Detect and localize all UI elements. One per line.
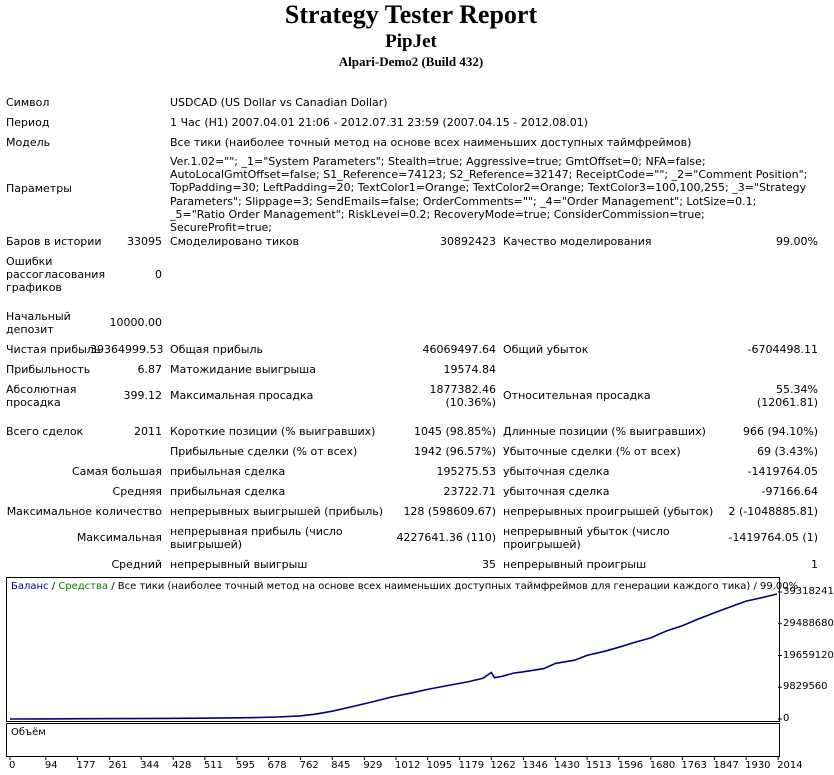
- profit-factor-value: 6.87: [137, 363, 162, 376]
- gross-profit-value: 46069497.64: [422, 343, 496, 356]
- short-positions-label: Короткие позиции (% выигравших): [170, 425, 376, 438]
- ticks-value: 30892423: [440, 235, 496, 248]
- x-tick-label: 1346: [522, 760, 548, 771]
- y-tick-label: 9829560: [783, 681, 828, 693]
- rel-drawdown-label: Относительная просадка: [503, 389, 651, 402]
- x-tick-label: 1680: [649, 760, 676, 771]
- gross-loss-value: -6704498.11: [747, 343, 818, 356]
- x-tick-label: 1012: [394, 760, 421, 771]
- abs-drawdown-label: Абсолютная просадка: [6, 383, 77, 409]
- x-tick-label: 845: [331, 760, 351, 771]
- model-value: Все тики (наиболее точный метод на основе всех наименьших доступных таймфреймов): [170, 136, 692, 149]
- total-trades-value: 2011: [134, 425, 162, 438]
- mean-wins-label: непрерывный выигрыш: [170, 558, 308, 571]
- avg-loss-value: -97166.64: [761, 485, 818, 498]
- y-tick-label: 0: [783, 713, 790, 724]
- x-tick-label: 177: [76, 760, 96, 771]
- mean-losses-value: 1: [811, 558, 818, 571]
- symbol-label: Символ: [6, 96, 50, 109]
- y-tick-label: 19659120: [783, 649, 834, 661]
- x-tick-label: 1596: [617, 760, 644, 771]
- balance-chart: [6, 577, 799, 722]
- x-tick-label: 344: [140, 760, 160, 771]
- bars-value: 33095: [127, 235, 162, 248]
- profit-factor-label: Прибыльность: [6, 363, 91, 376]
- max-drawdown-percent: (10.36%): [445, 396, 496, 409]
- abs-drawdown-value: 399.12: [123, 389, 162, 402]
- period-value: 1 Час (H1) 2007.04.01 21:06 - 2012.07.31 23:59 (2007.04.15 - 2012.08.01): [170, 116, 588, 129]
- x-tick-label: 762: [299, 760, 319, 771]
- errors-label: Ошибки рассогласования графиков: [6, 255, 106, 294]
- expert-name: PipJet: [385, 31, 437, 52]
- max-losses-label: непрерывных проигрышей (убыток): [503, 505, 714, 518]
- avg-profit-value: 23722.71: [443, 485, 496, 498]
- x-tick-label: 261: [108, 760, 128, 771]
- x-tick-label: 595: [235, 760, 256, 771]
- x-tick-label: 428: [172, 760, 192, 771]
- net-profit-value: 39364999.53: [90, 343, 164, 356]
- max-consec-loss-value: -1419764.05 (1): [728, 531, 818, 544]
- max-count-label: Максимальное количество: [6, 505, 162, 518]
- x-tick-label: 94: [44, 760, 58, 771]
- x-tick-label: 1262: [490, 760, 516, 771]
- mean-label: Средний: [111, 558, 162, 571]
- largest-profit-label: прибыльная сделка: [170, 465, 286, 478]
- payoff-label: Матожидание выигрыша: [170, 363, 316, 376]
- avg-profit-label: прибыльная сделка: [170, 485, 286, 498]
- x-tick-label: 2014: [777, 760, 803, 771]
- symbol-value: USDCAD (US Dollar vs Canadian Dollar): [170, 96, 388, 109]
- max-consec-profit-label: непрерывная прибыль (число выигрышей): [170, 525, 343, 551]
- average-label: Средняя: [112, 485, 162, 498]
- gross-loss-label: Общий убыток: [503, 343, 589, 356]
- ticks-label: Смоделировано тиков: [170, 235, 300, 248]
- profit-trades-value: 1942 (96.57%): [413, 445, 496, 458]
- period-label: Период: [6, 116, 50, 129]
- max-losses-value: 2 (-1048885.81): [728, 505, 818, 518]
- maximal-label: Максимальная: [76, 531, 162, 544]
- long-positions-value: 966 (94.10%): [742, 425, 818, 438]
- payoff-value: 19574.84: [443, 363, 496, 376]
- total-trades-label: Всего сделок: [6, 425, 84, 438]
- x-tick-label: 1930: [745, 760, 771, 771]
- rel-drawdown-amount: (12061.81): [756, 396, 818, 409]
- quality-label: Качество моделирования: [503, 235, 652, 248]
- avg-loss-label: убыточная сделка: [503, 485, 610, 498]
- max-wins-label: непрерывных выигрышей (прибыль): [170, 505, 384, 518]
- x-tick-label: 1513: [586, 760, 612, 771]
- report-title: Strategy Tester Report: [284, 0, 538, 29]
- long-positions-label: Длинные позиции (% выигравших): [503, 425, 706, 438]
- max-consec-profit-value: 4227641.36 (110): [396, 531, 496, 544]
- x-tick-label: 1179: [458, 760, 485, 771]
- legend-equity: Средства: [58, 581, 109, 592]
- short-positions-value: 1045 (98.85%): [413, 425, 496, 438]
- gross-profit-label: Общая прибыль: [170, 343, 263, 356]
- largest-loss-value: -1419764.05: [747, 465, 818, 478]
- loss-trades-label: Убыточные сделки (% от всех): [503, 445, 681, 458]
- y-tick-label: 29488680: [783, 617, 834, 629]
- legend-balance: Баланс: [11, 581, 49, 592]
- quality-value: 99.00%: [776, 235, 818, 248]
- params-value: Ver.1.02=""; _1="System Parameters"; Stealth=true; Aggressive=true; GmtOffset=0; NFA=false; AutoLocalGmtOffset=false; S1_Reference=74123; S2_Reference=32147; ReceiptCode=""; _2="Comment Position"; TopPadding=30; LeftPadding=20; TextColor1=Orange; TextColor2=Orange; TextColor3=100,100,255; _3="Strategy Parameters"; Slippage=3; SendEmails=false; OrderComments=""; _4="Order Management"; LotSize=0.1; _5="Ratio Order Management"; RiskLevel=0.2; RecoveryMode=true; ConsiderCommission=true; SecureProfit=true;: [170, 155, 808, 235]
- model-label: Модель: [6, 136, 51, 149]
- legend-description: / Все тики (наиболее точный метод на основе всех наименьших доступных таймфреймов для генерации каждого тика) / 99.00%: [108, 581, 799, 592]
- mean-wins-value: 35: [482, 558, 496, 571]
- largest-loss-label: убыточная сделка: [503, 465, 610, 478]
- y-tick-label: 39318241: [783, 586, 834, 597]
- deposit-value: 10000.00: [109, 316, 162, 329]
- loss-trades-value: 69 (3.43%): [756, 445, 818, 458]
- x-tick-label: 1847: [713, 760, 739, 771]
- x-tick-label: 929: [363, 760, 383, 771]
- largest-profit-value: 195275.53: [436, 465, 496, 478]
- volume-panel: [6, 723, 780, 757]
- deposit-label: Начальный депозит: [6, 310, 71, 336]
- rel-drawdown-value: 55.34%: [776, 383, 818, 396]
- x-tick-label: 0: [9, 760, 16, 771]
- x-tick-label: 1095: [426, 760, 453, 771]
- x-tick-label: 1430: [554, 760, 580, 771]
- max-consec-loss-label: непрерывный убыток (число проигрышей): [503, 525, 670, 551]
- balance-plot: [7, 578, 779, 721]
- legend-separator: /: [48, 581, 59, 592]
- largest-label: Самая большая: [71, 465, 162, 478]
- volume-label: Объём: [11, 727, 46, 738]
- balance-series-line: [10, 594, 777, 719]
- max-drawdown-value: 1877382.46: [429, 383, 496, 396]
- params-label: Параметры: [6, 182, 72, 195]
- profit-trades-label: Прибыльные сделки (% от всех): [170, 445, 358, 458]
- bars-label: Баров в истории: [6, 235, 102, 248]
- net-profit-label: Чистая прибыль: [6, 343, 101, 356]
- x-tick-label: 1763: [681, 760, 707, 771]
- errors-value: 0: [155, 268, 162, 281]
- max-wins-value: 128 (598609.67): [403, 505, 496, 518]
- mean-losses-label: непрерывный проигрыш: [503, 558, 647, 571]
- server-name: Alpari-Demo2 (Build 432): [338, 54, 484, 69]
- x-tick-label: 678: [267, 760, 287, 771]
- max-drawdown-label: Максимальная просадка: [170, 389, 314, 402]
- x-tick-label: 511: [203, 760, 223, 771]
